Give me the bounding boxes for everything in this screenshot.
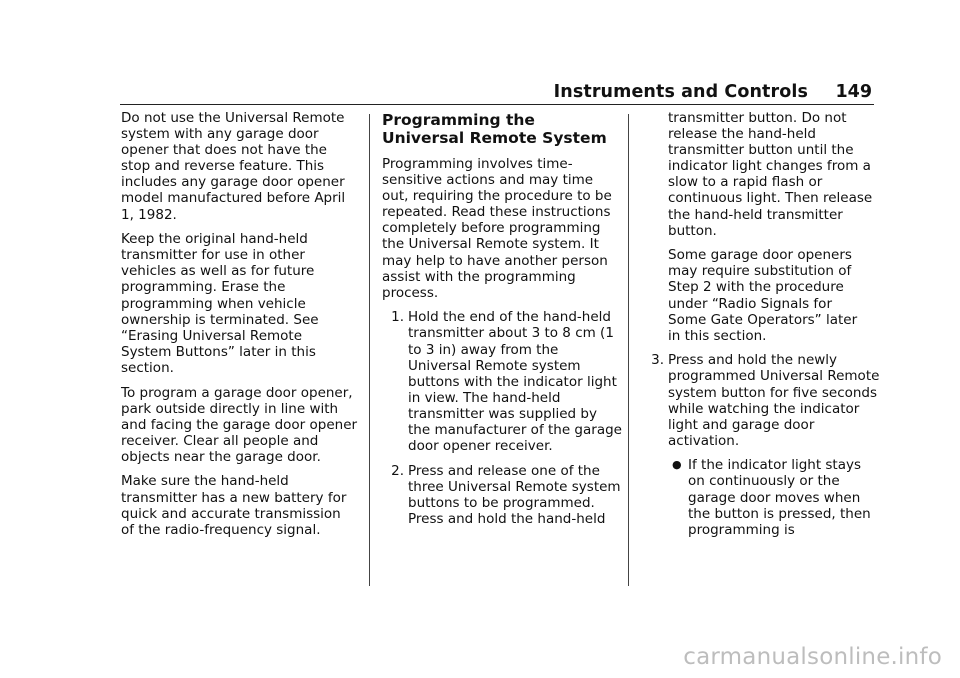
step-number: 3. xyxy=(651,352,664,369)
column-divider xyxy=(369,114,370,586)
step-number: 1. xyxy=(391,309,404,326)
step-3 xyxy=(642,352,882,449)
step-2-continued: transmitter button. Do not release the hand-held transmitter button until the indicator light changes from a slow to a rapid flash or continuous light. Then release the hand-held transmitter button. xyxy=(668,110,873,239)
page-header xyxy=(120,82,872,104)
step-text: Hold the end of the hand-held transmitter about 3 to 8 cm (1 to 3 in) away from the Universal Remote system buttons with the indicator light in view. The hand-held transmitter was supplied by the manufacturer of the garage door opener receiver. xyxy=(408,309,622,455)
column-divider xyxy=(628,114,629,586)
step-2 xyxy=(382,463,622,527)
step-1 xyxy=(382,309,622,454)
bullet-text: If the indicator light stays on continuously or the garage door moves when the button is pressed, then programming is xyxy=(688,457,871,538)
watermark: carmanualsonline.info xyxy=(683,644,942,670)
paragraph-intro: Programming involves time-sensitive actions and may time out, requiring the procedure to be repeated. Read these instructions completely before programming the Universal Remote system. It may help to have another person assist with the programming process. xyxy=(382,156,612,301)
bullet-item xyxy=(642,457,882,537)
column-3 xyxy=(642,110,882,538)
bullet-icon: ● xyxy=(672,458,682,472)
paragraph-keep-transmitter: Keep the original hand-held transmitter for use in other vehicles as well as for future programming. Erase the programming when vehicle ownership is terminated. See “Erasing Universal Remote System Buttons” later in this section. xyxy=(121,231,319,376)
step-number: 2. xyxy=(391,462,404,479)
step-2-note: Some garage door openers may require substitution of Step 2 with the procedure under “Radio Signals for Some Gate Operators” later in this section. xyxy=(668,247,858,344)
paragraph-warning: Do not use the Universal Remote system with any garage door opener that does not have the stop and reverse feature. This includes any garage door opener model manufactured before April 1, 1982. xyxy=(121,110,346,223)
header-divider xyxy=(120,104,874,105)
column-1 xyxy=(121,110,359,546)
page-number: 149 xyxy=(835,82,872,102)
step-text: Press and release one of the three Universal Remote system buttons to be programmed. Press and hold the hand-held xyxy=(408,462,621,527)
section-title: Instruments and Controls xyxy=(553,82,808,102)
paragraph-battery: Make sure the hand-held transmitter has a new battery for quick and accurate transmission of the radio-frequency signal. xyxy=(121,473,347,538)
section-heading: Programming the Universal Remote System xyxy=(382,111,607,147)
step-text: Press and hold the newly programmed Universal Remote system button for five seconds while watching the indicator light and garage door activation. xyxy=(668,352,880,449)
paragraph-park-outside: To program a garage door opener, park outside directly in line with and facing the garage door opener receiver. Clear all people and objects near the garage door. xyxy=(121,384,358,465)
column-2 xyxy=(382,110,622,536)
